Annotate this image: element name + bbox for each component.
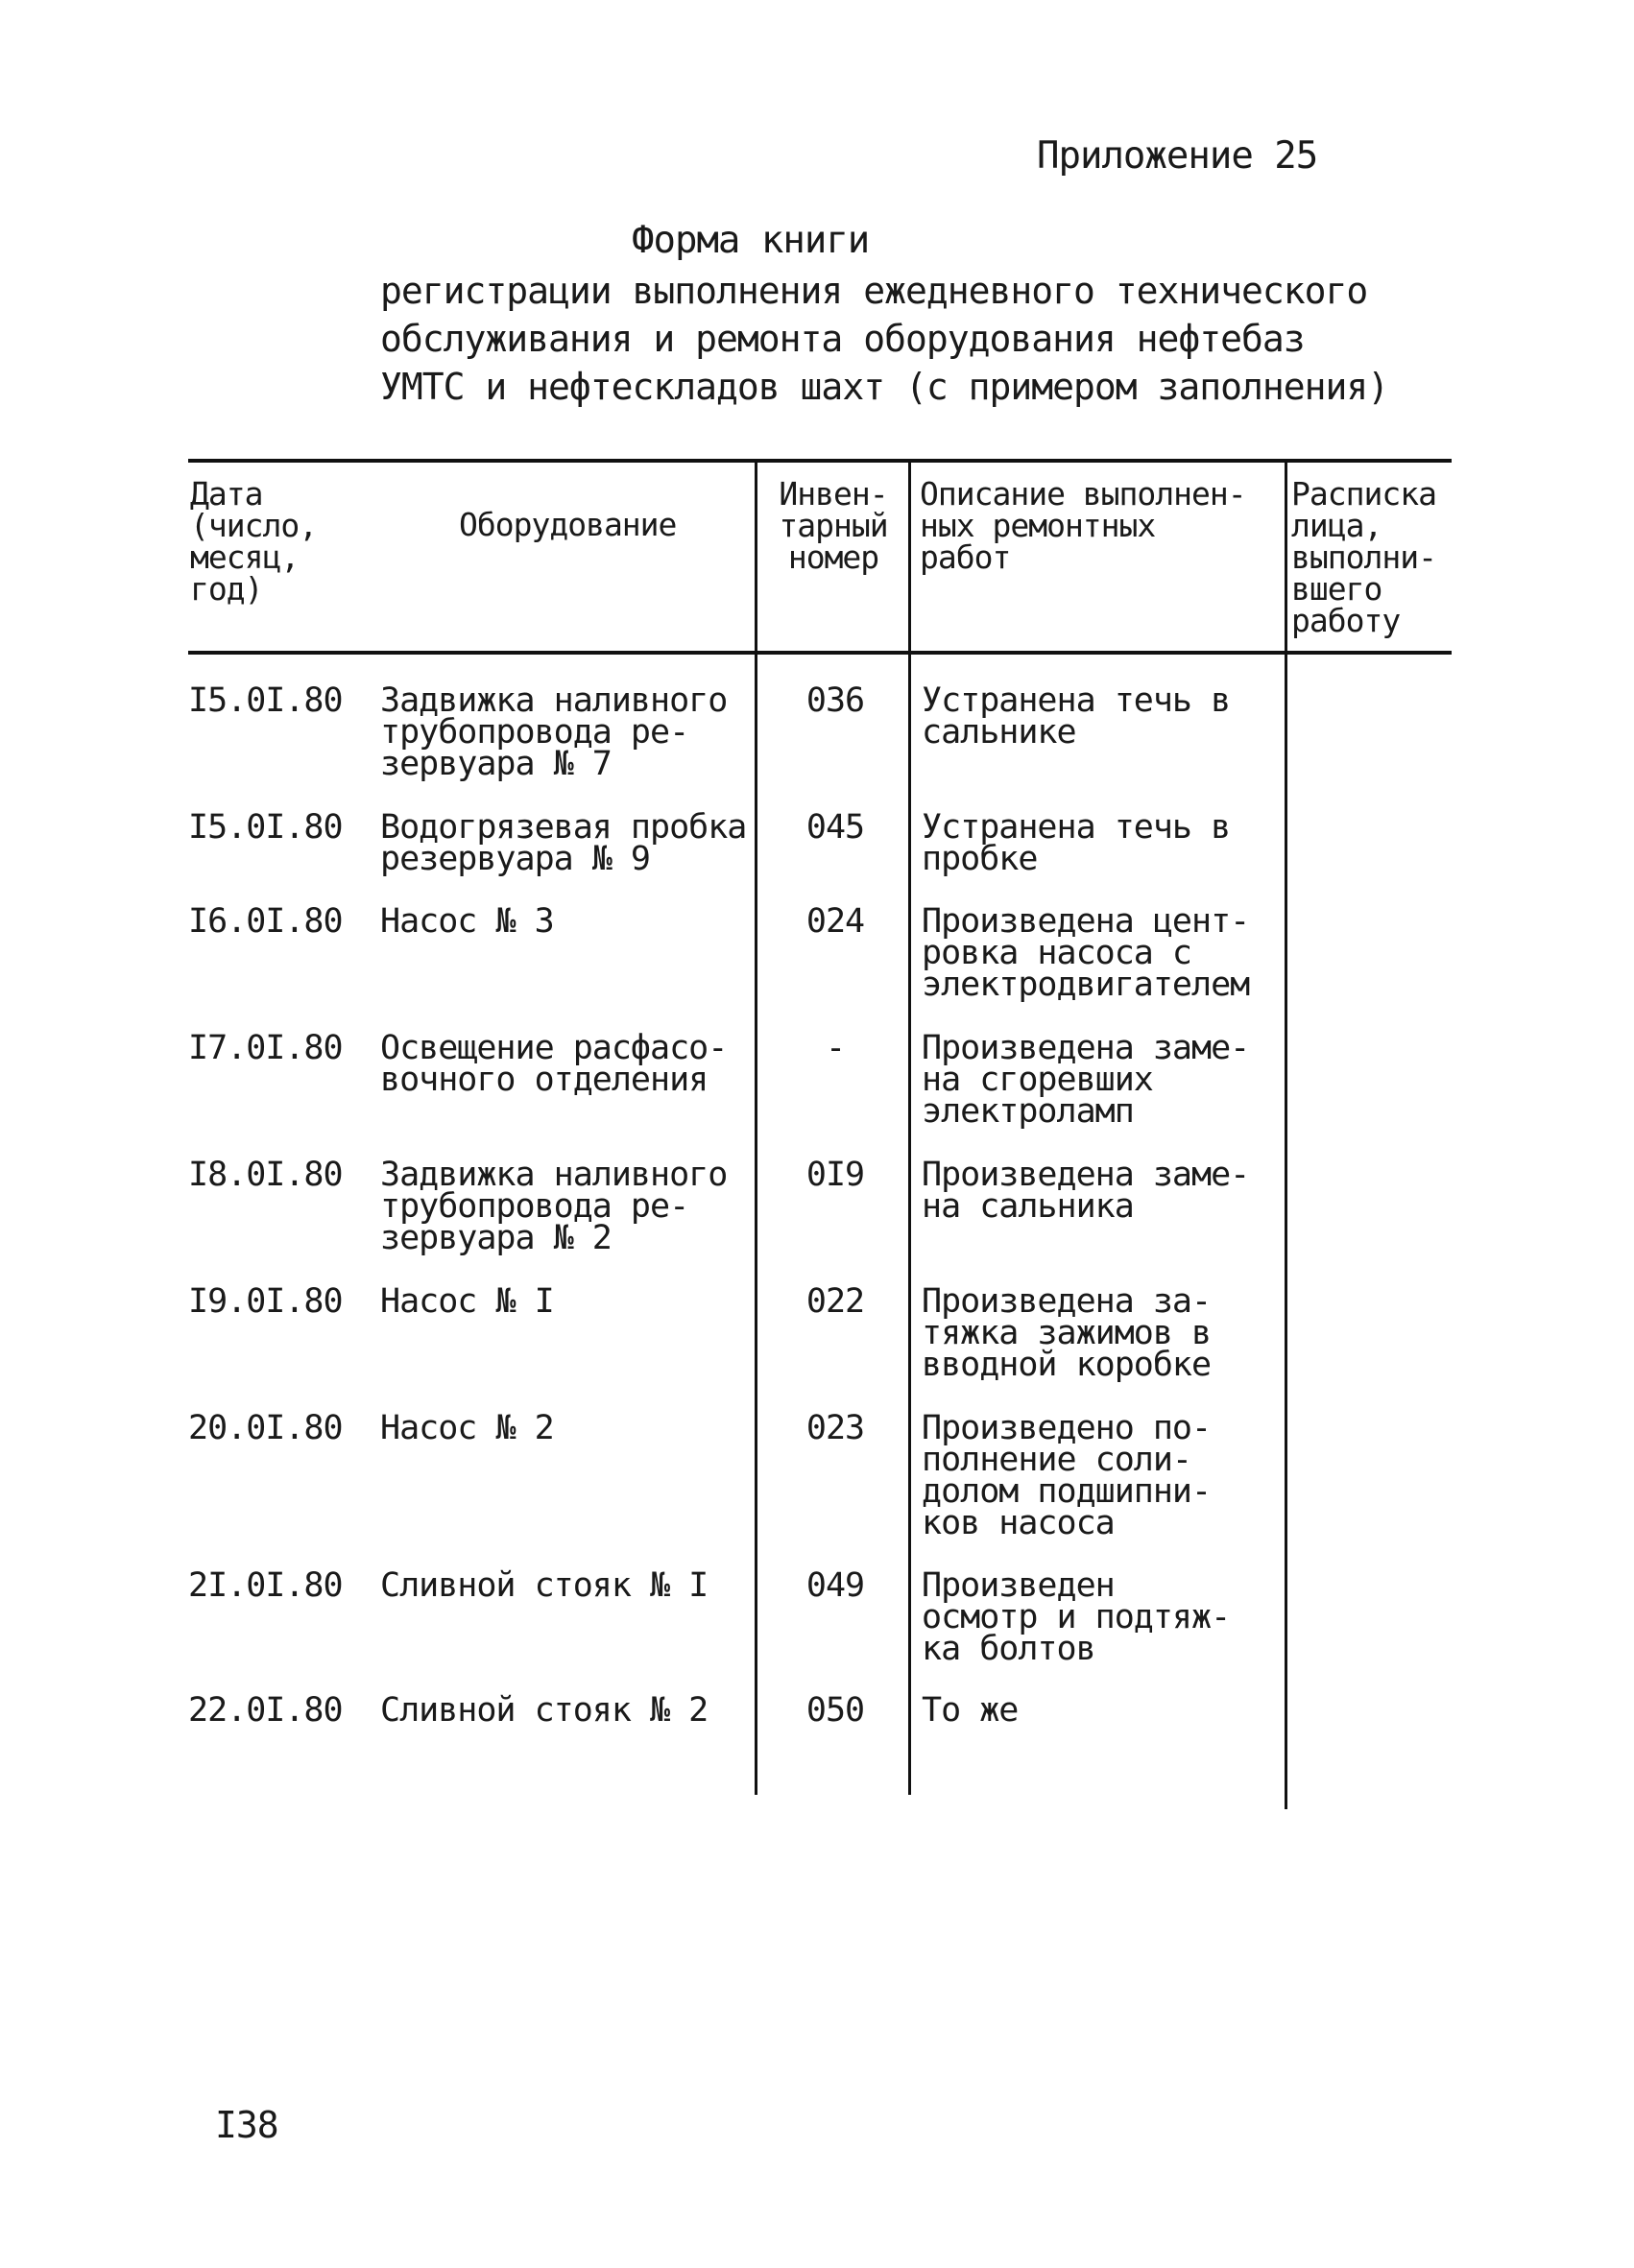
column-header-equipment: Оборудование	[459, 506, 677, 543]
row-description: Устранена течь в сальнике	[922, 681, 1231, 752]
subtitle-line: регистрации выполнения ежедневного технического	[380, 270, 1368, 312]
row-date: 2I.0I.80	[188, 1566, 343, 1605]
row-equipment: Насос № I	[380, 1282, 554, 1321]
row-date: 20.0I.80	[188, 1409, 343, 1447]
row-description: То же	[922, 1691, 1019, 1730]
row-equipment: Сливной стояк № I	[380, 1566, 709, 1605]
row-inventory: 045	[805, 808, 865, 847]
row-description: Устранена течь в пробке	[922, 808, 1231, 878]
row-description: Произведен осмотр и подтяж- ка болтов	[922, 1566, 1231, 1668]
row-description: Произведена заме- на сальника	[922, 1156, 1250, 1226]
subtitle-line: обслуживания и ремонта оборудования нефтебаз	[380, 318, 1305, 360]
row-description: Произведена заме- на сгоревших электроламп	[922, 1029, 1250, 1131]
column-header-description: Описание выполнен- ных ремонтных работ	[920, 475, 1246, 576]
row-description: Произведено по- полнение соли- долом подшипни- ков насоса	[922, 1409, 1212, 1542]
row-inventory: 0I9	[805, 1156, 865, 1194]
row-equipment: Водогрязевая пробка резервуара № 9	[380, 808, 747, 878]
form-title: Форма книги	[632, 219, 870, 262]
form-subtitle	[380, 267, 1389, 411]
column-header-signature: Расписка лица, выполни- вшего работу	[1291, 475, 1436, 639]
row-inventory: -	[825, 1029, 846, 1067]
row-equipment: Сливной стояк № 2	[380, 1691, 709, 1730]
row-description: Произведена цент- ровка насоса с электродвигателем	[922, 902, 1250, 1004]
row-date: I8.0I.80	[188, 1156, 343, 1194]
row-inventory: 023	[805, 1409, 865, 1447]
column-divider	[1285, 461, 1287, 1809]
row-description: Произведена за- тяжка зажимов в вводной коробке	[922, 1282, 1212, 1384]
row-inventory: 036	[805, 681, 865, 720]
row-equipment: Освещение расфасо- вочного отделения	[380, 1029, 728, 1099]
subtitle-line: УМТС и нефтескладов шахт (с примером заполнения)	[380, 366, 1389, 408]
row-inventory: 024	[805, 902, 865, 941]
row-inventory: 049	[805, 1566, 865, 1605]
row-equipment: Насос № 2	[380, 1409, 554, 1447]
column-header-inventory: Инвен- тарный номер	[779, 475, 888, 576]
table-top-rule	[188, 459, 1452, 463]
appendix-label: Приложение 25	[1037, 134, 1318, 178]
page-number: I38	[215, 2104, 278, 2146]
column-divider	[755, 461, 757, 1795]
row-equipment: Насос № 3	[380, 902, 554, 941]
row-date: I5.0I.80	[188, 681, 343, 720]
column-header-date: Дата (число, месяц, год)	[190, 475, 318, 608]
row-date: I6.0I.80	[188, 902, 343, 941]
row-equipment: Задвижка наливного трубопровода ре- зервуара № 7	[380, 681, 728, 783]
row-date: I5.0I.80	[188, 808, 343, 847]
row-date: I9.0I.80	[188, 1282, 343, 1321]
row-date: 22.0I.80	[188, 1691, 343, 1730]
row-date: I7.0I.80	[188, 1029, 343, 1067]
row-inventory: 022	[805, 1282, 865, 1321]
row-inventory: 050	[805, 1691, 865, 1730]
table-header-rule	[188, 651, 1452, 655]
row-equipment: Задвижка наливного трубопровода ре- зервуара № 2	[380, 1156, 728, 1257]
